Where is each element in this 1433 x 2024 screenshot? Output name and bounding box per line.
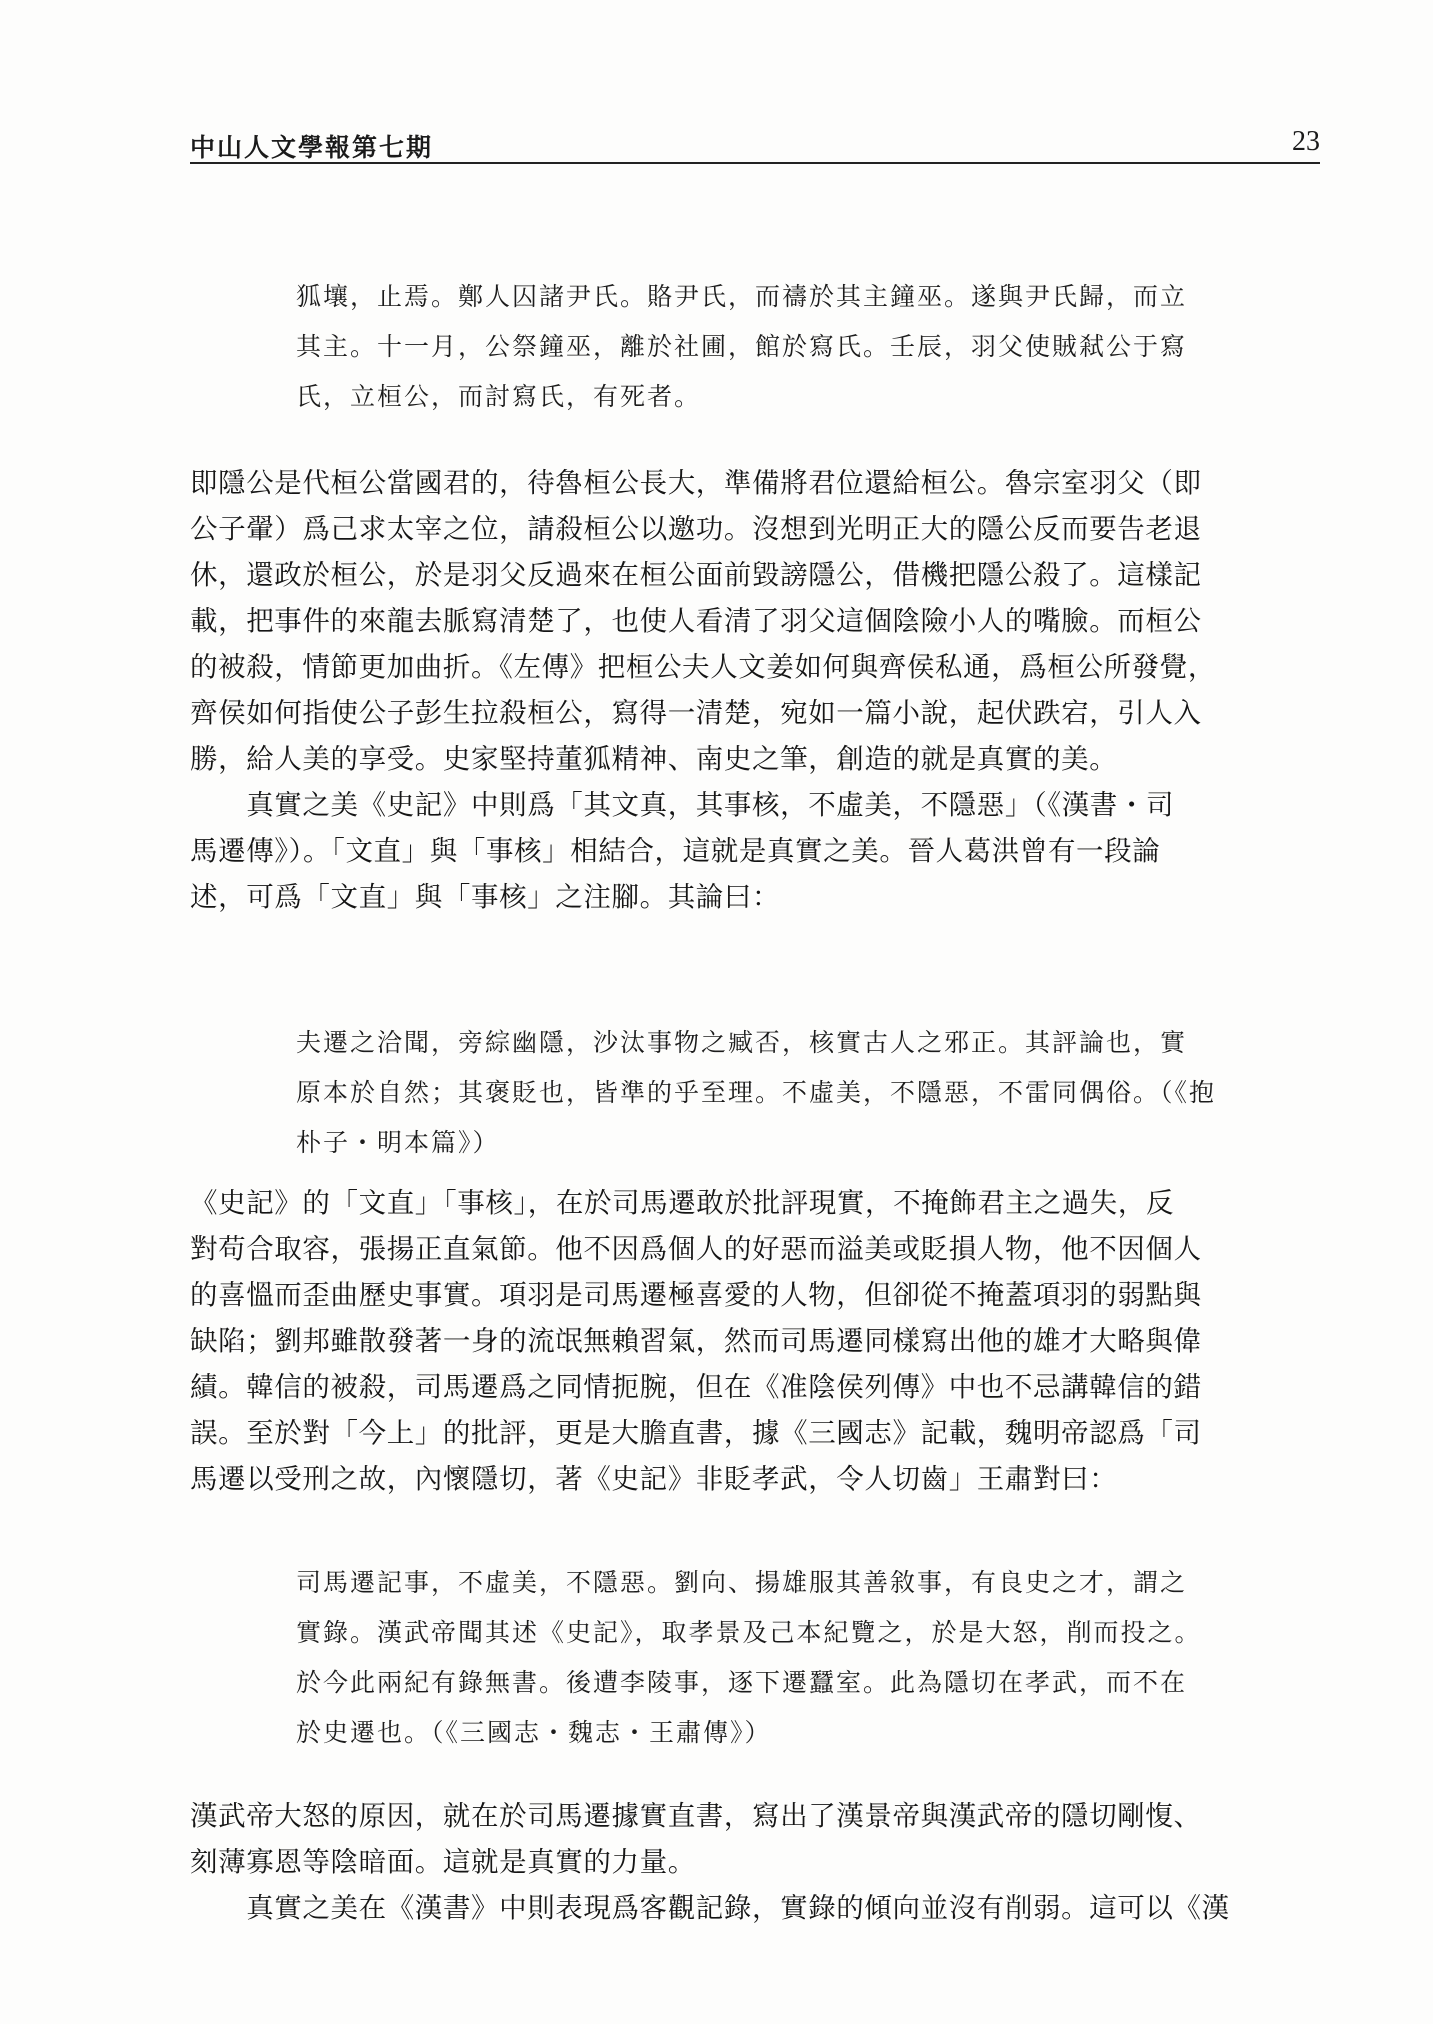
body-line: 真實之美《史記》中則爲「其文真，其事核，不虛美，不隱惡」（《漢書・司 — [190, 789, 1175, 821]
journal-title: 中山人文學報第七期 — [190, 133, 434, 162]
body-line: 的被殺，情節更加曲折。《左傳》把桓公夫人文姜如何與齊侯私通，爲桓公所發覺， — [190, 651, 1216, 683]
quote-line: 原本於自然；其褒貶也，皆準的乎至理。不虛美，不隱惡，不雷同偶俗。（《抱 — [296, 1078, 1217, 1107]
body-line: 的喜慍而歪曲歷史事實。項羽是司馬遷極喜愛的人物，但卻從不掩蓋項羽的弱點與 — [190, 1279, 1202, 1311]
block-quote-3 — [296, 1558, 1316, 1758]
quote-line: 其主。十一月，公祭鐘巫，離於社圃，館於寫氏。壬辰，羽父使賊弒公于寫 — [296, 332, 1188, 361]
quote-line: 於史遷也。（《三國志・魏志・王肅傳》） — [296, 1718, 772, 1747]
body-line: 缺陷；劉邦雖散發著一身的流氓無賴習氣，然而司馬遷同樣寫出他的雄才大略與偉 — [190, 1325, 1202, 1357]
body-line: 誤。至於對「今上」的批評，更是大膽直書，據《三國志》記載，魏明帝認爲「司 — [190, 1417, 1202, 1449]
body-line: 績。韓信的被殺，司馬遷爲之同情扼腕，但在《准陰侯列傳》中也不忌講韓信的錯 — [190, 1371, 1202, 1403]
body-line: 漢武帝大怒的原因，就在於司馬遷據實直書，寫出了漢景帝與漢武帝的隱切剛愎、 — [190, 1800, 1202, 1832]
body-line: 載，把事件的來龍去脈寫清楚了，也使人看清了羽父這個陰險小人的嘴臉。而桓公 — [190, 605, 1202, 637]
block-quote-1 — [296, 272, 1316, 422]
body-paragraph-3 — [190, 1793, 1320, 1931]
body-line: 勝，給人美的享受。史家堅持董狐精神、南史之筆，創造的就是真實的美。 — [190, 743, 1118, 775]
body-line: 真實之美在《漢書》中則表現爲客觀記錄，實錄的傾向並沒有削弱。這可以《漢 — [190, 1892, 1230, 1924]
body-line: 即隱公是代桓公當國君的，待魯桓公長大，準備將君位還給桓公。魯宗室羽父（即 — [190, 467, 1202, 499]
body-line: 馬遷傳》）。「文直」與「事核」相結合，這就是真實之美。晉人葛洪曾有一段論 — [190, 835, 1161, 867]
body-line: 對苟合取容，張揚正直氣節。他不因爲個人的好惡而溢美或貶損人物，他不因個人 — [190, 1233, 1202, 1265]
body-paragraph-2 — [190, 1180, 1320, 1502]
body-line: 述，可爲「文直」與「事核」之注腳。其論曰： — [190, 881, 781, 913]
body-line: 《史記》的「文直」「事核」，在於司馬遷敢於批評現實，不掩飾君主之過失，反 — [190, 1187, 1175, 1219]
quote-line: 於今此兩紀有錄無書。後遭李陵事，逐下遷蠶室。此為隱切在孝武，而不在 — [296, 1668, 1188, 1697]
quote-line: 狐壤，止焉。鄭人囚諸尹氏。賂尹氏，而禱於其主鐘巫。遂與尹氏歸，而立 — [296, 282, 1188, 311]
body-line: 馬遷以受刑之故，內懷隱切，著《史記》非貶孝武，令人切齒」王肅對曰： — [190, 1463, 1118, 1495]
body-line: 休，還政於桓公，於是羽父反過來在桓公面前毀謗隱公，借機把隱公殺了。這樣記 — [190, 559, 1202, 591]
body-paragraph-1 — [190, 460, 1320, 920]
body-line: 公子翬）爲己求太宰之位，請殺桓公以邀功。沒想到光明正大的隱公反而要告老退 — [190, 513, 1202, 545]
quote-line: 司馬遷記事，不虛美，不隱惡。劉向、揚雄服其善敘事，有良史之才，謂之 — [296, 1568, 1188, 1597]
block-quote-2 — [296, 1018, 1316, 1168]
quote-line: 氏，立桓公，而討寫氏，有死者。 — [296, 382, 702, 411]
quote-line: 夫遷之洽聞，旁綜幽隱，沙汰事物之臧否，核實古人之邪正。其評論也，實 — [296, 1028, 1188, 1057]
body-line: 刻薄寡恩等陰暗面。這就是真實的力量。 — [190, 1846, 696, 1878]
body-line: 齊侯如何指使公子彭生拉殺桓公，寫得一清楚，宛如一篇小說，起伏跌宕，引人入 — [190, 697, 1202, 729]
running-header — [190, 128, 1320, 164]
quote-line: 實錄。漢武帝聞其述《史記》，取孝景及己本紀覽之，於是大怒，削而投之。 — [296, 1618, 1202, 1647]
quote-line: 朴子・明本篇》） — [296, 1128, 500, 1157]
page-number: 23 — [1292, 126, 1320, 157]
